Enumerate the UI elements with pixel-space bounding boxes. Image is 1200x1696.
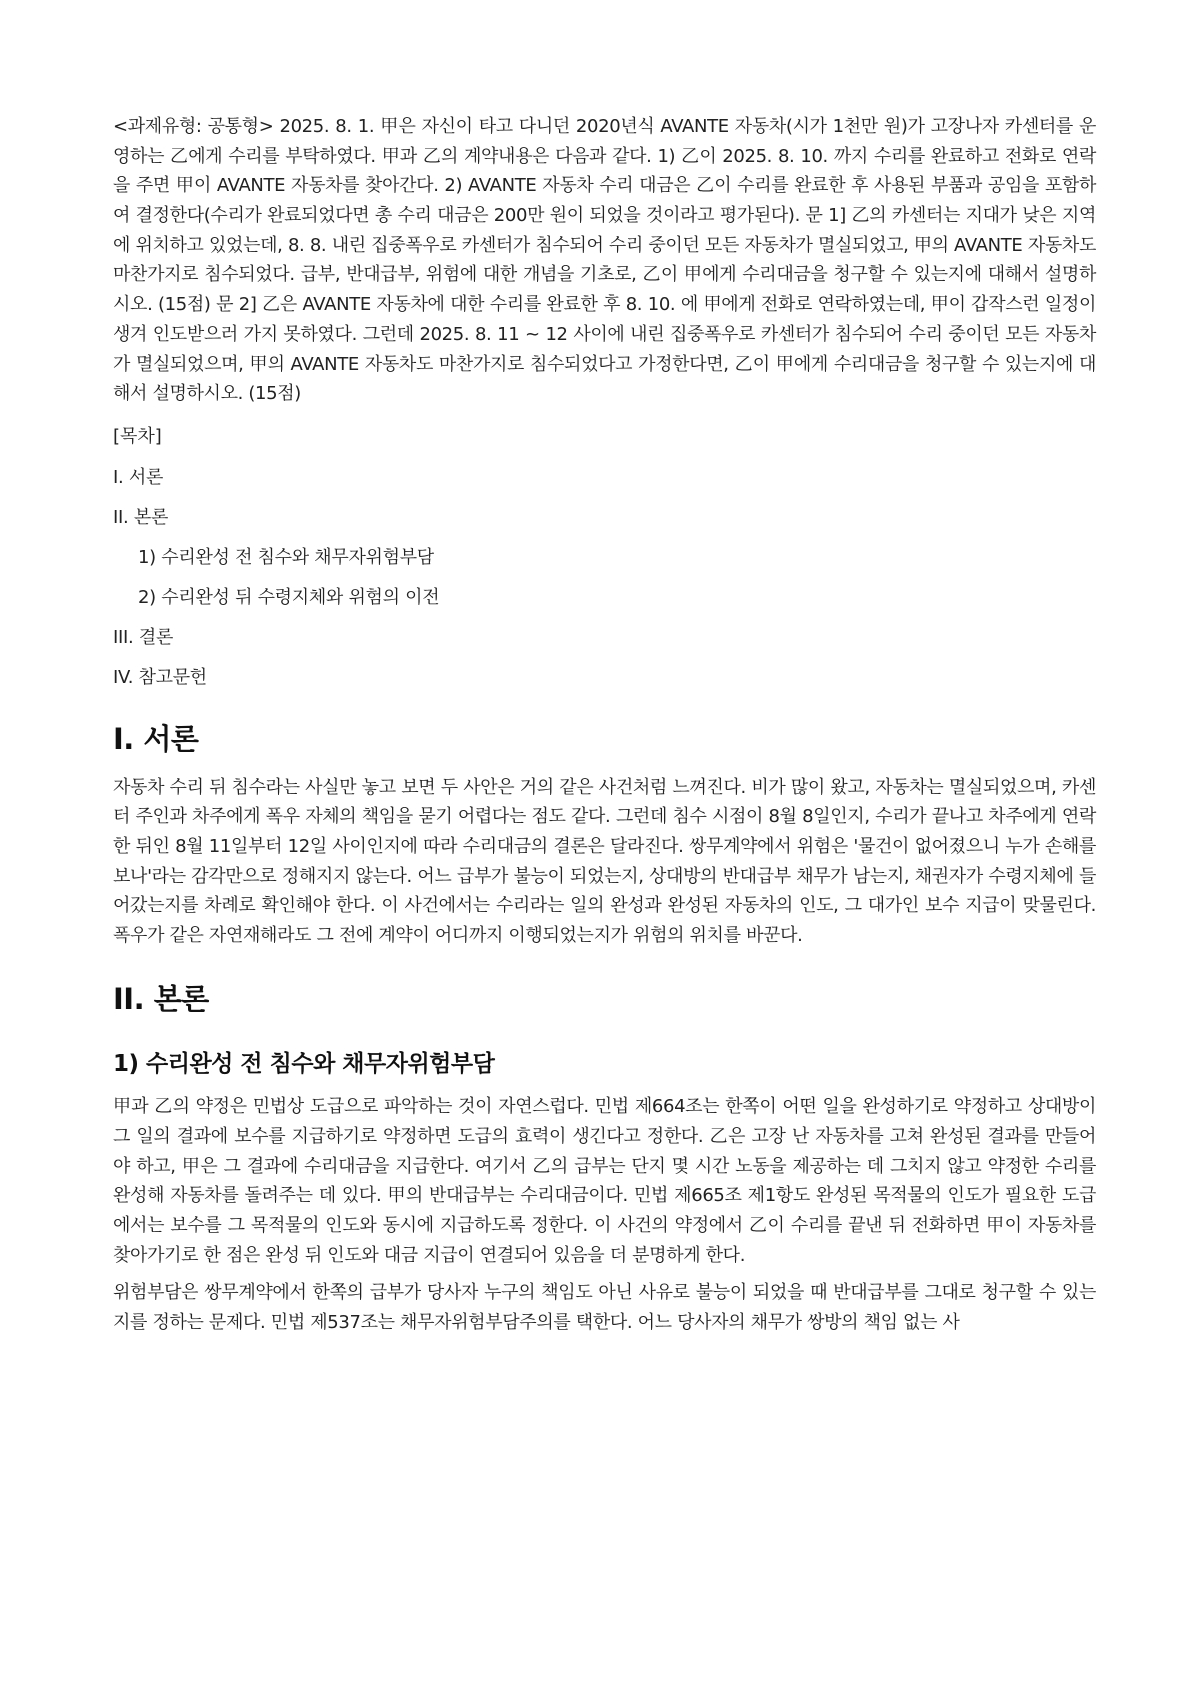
toc-item-body: II. 본론 <box>113 506 169 528</box>
body-paragraph-1: 甲과 乙의 약정은 민법상 도급으로 파악하는 것이 자연스럽다. 민법 제664조는 한쪽이 어떤 일을 완성하기로 약정하고 상대방이 그 일의 결과에 보수를 지급하기로 약정하면 도급의 효력이 생긴다고 정한다. 乙은 고장 난 자동차를 고쳐 완성된 결과를 만들어야 하고, 甲은 그 결과에 수리대금을 지급한다. 여기서 乙의 급부는 단지 몇 시간 노동을 제공하는 데 그치지 않고 약정한 수리를 완성해 자동차를 돌려주는 데 있다. 甲의 반대급부는 수리대금이다. 민법 제665조 제1항도 완성된 목적물의 인도가 필요한 도급에서는 보수를 그 목적물의 인도와 동시에 지급하도록 정한다. 이 사건의 약정에서 乙이 수리를 끝낸 뒤 전화하면 甲이 자동차를 찾아가기로 한 점은 완성 뒤 인도와 대금 지급이 연결되어 있음을 더 분명하게 한다. <box>113 1096 1096 1266</box>
intro-paragraph: 자동차 수리 뒤 침수라는 사실만 놓고 보면 두 사안은 거의 같은 사건처럼 느껴진다. 비가 많이 왔고, 자동차는 멸실되었으며, 카센터 주인과 차주에게 폭우 자체의 책임을 묻기 어렵다는 점도 같다. 그런데 침수 시점이 8월 8일인지, 수리가 끝나고 차주에게 연락한 뒤인 8월 11일부터 12일 사이인지에 따라 수리대금의 결론은 달라진다. 쌍무계약에서 위험은 '물건이 없어졌으니 누가 손해를 보나'라는 감각만으로 정해지지 않는다. 어느 급부가 불능이 되었는지, 상대방의 반대급부 채무가 남는지, 채권자가 수령지체에 들어갔는지를 차례로 확인해야 한다. 이 사건에서는 수리라는 일의 완성과 완성된 자동차의 인도, 그 대가인 보수 지급이 맞물린다. 폭우가 같은 자연재해라도 그 전에 계약이 어디까지 이행되었는지가 위험의 위치를 바꾼다. <box>113 776 1096 946</box>
section-title-body: II. 본론 <box>113 981 209 1016</box>
body-paragraph-2: 위험부담은 쌍무계약에서 한쪽의 급부가 당사자 누구의 책임도 아닌 사유로 불능이 되었을 때 반대급부를 그대로 청구할 수 있는지를 정하는 문제다. 민법 제537조는 채무자위험부담주의를 택한다. 어느 당사자의 채무가 쌍방의 책임 없는 사 <box>113 1282 1096 1334</box>
toc-item-references: IV. 참고문헌 <box>113 666 207 688</box>
toc-item-conclusion: III. 결론 <box>113 626 174 648</box>
toc-item-intro: I. 서론 <box>113 466 164 488</box>
subsection-title-1: 1) 수리완성 전 침수와 채무자위험부담 <box>113 1051 495 1078</box>
table-of-contents <box>113 464 1096 691</box>
toc-item-body-sub2: 2) 수리완성 뒤 수령지체와 위험의 이전 <box>138 586 440 608</box>
toc-heading: [목차] <box>113 425 162 447</box>
assignment-prompt: <과제유형: 공통형> 2025. 8. 1. 甲은 자신이 타고 다니던 2020년식 AVANTE 자동차(시가 1천만 원)가 고장나자 카센터를 운영하는 乙에게 수리를 부탁하였다. 甲과 乙의 계약내용은 다음과 같다. 1) 乙이 2025. 8. 10. 까지 수리를 완료하고 전화로 연락을 주면 甲이 AVANTE 자동차를 찾아간다. 2) AVANTE 자동차 수리 대금은 乙이 수리를 완료한 후 사용된 부품과 공임을 포함하여 결정한다(수리가 완료되었다면 총 수리 대금은 200만 원이 되었을 것이라고 평가된다). 문 1] 乙의 카센터는 지대가 낮은 지역에 위치하고 있었는데, 8. 8. 내린 집중폭우로 카센터가 침수되어 수리 중이던 모든 자동차가 멸실되었고, 甲의 AVANTE 자동차도 마찬가지로 침수되었다. 급부, 반대급부, 위험에 대한 개념을 기초로, 乙이 甲에게 수리대금을 청구할 수 있는지에 대해서 설명하시오. (15점) 문 2] 乙은 AVANTE 자동차에 대한 수리를 완료한 후 8. 10. 에 甲에게 전화로 연락하였는데, 甲이 갑작스런 일정이 생겨 인도받으러 가지 못하였다. 그런데 2025. 8. 11 ~ 12 사이에 내린 집중폭우로 카센터가 침수되어 수리 중이던 모든 자동차가 멸실되었으며, 甲의 AVANTE 자동차도 마찬가지로 침수되었다고 가정한다면, 乙이 甲에게 수리대금을 청구할 수 있는지에 대해서 설명하시오. (15점) <box>113 116 1096 405</box>
toc-item-body-sub1: 1) 수리완성 전 침수와 채무자위험부담 <box>138 546 434 568</box>
section-title-intro: I. 서론 <box>113 721 199 756</box>
